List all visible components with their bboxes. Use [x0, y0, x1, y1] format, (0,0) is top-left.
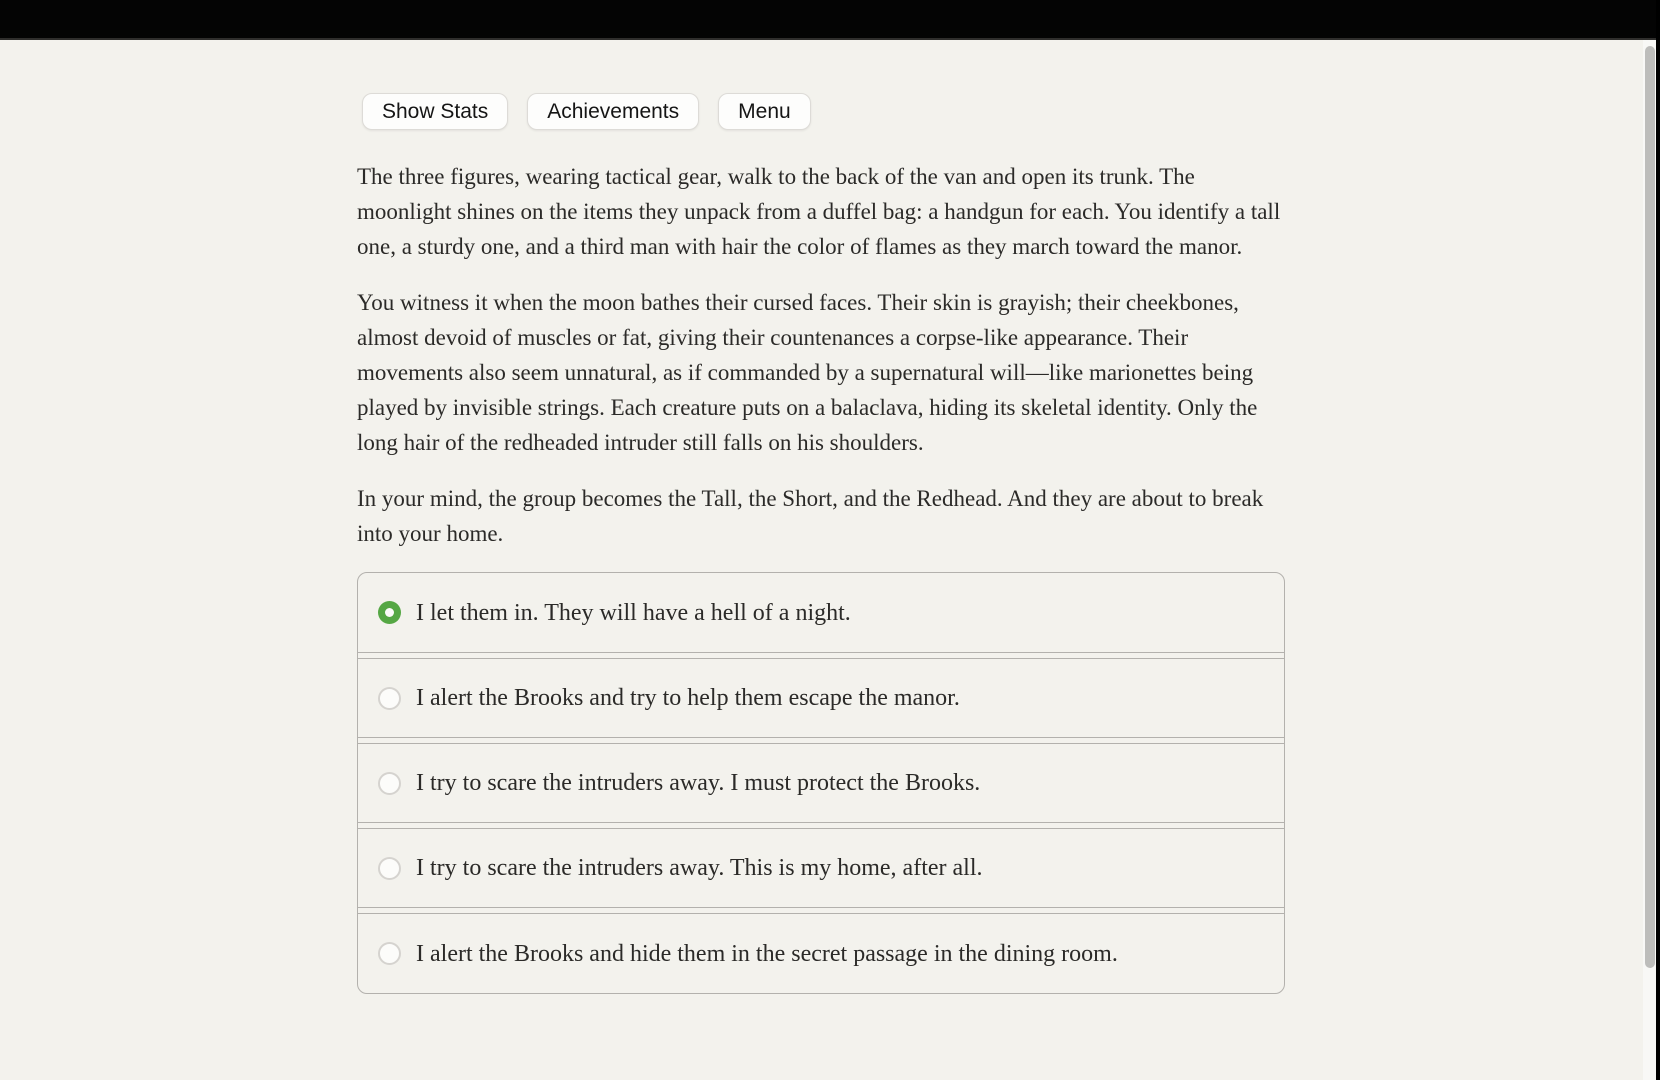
- story-paragraph: You witness it when the moon bathes their cursed faces. Their skin is grayish; their cheekbones, almost devoid of muscles or fat, giving their countenances a corpse-like appearance. Their movements also seem unnatural, as if commanded by a supernatural will—like marionettes being played by invisible strings. Each creature puts on a balaclava, hiding its skeletal identity. Only the long hair of the redheaded intruder still falls on his shoulders.: [357, 290, 1258, 455]
- story-paragraph: In your mind, the group becomes the Tall, the Short, and the Redhead. And they are about to break into your home.: [357, 486, 1264, 546]
- menu-button[interactable]: Menu: [718, 93, 811, 130]
- show-stats-button[interactable]: Show Stats: [362, 93, 508, 130]
- main-column: [357, 40, 1285, 994]
- top-letterbox-bar: [0, 0, 1660, 40]
- story-text: [357, 159, 1285, 551]
- choice-option-label: I alert the Brooks and hide them in the secret passage in the dining room.: [416, 940, 1118, 967]
- choice-option[interactable]: [358, 743, 1284, 823]
- scrollbar-thumb[interactable]: [1645, 46, 1655, 968]
- radio-button-icon[interactable]: [378, 772, 401, 795]
- choice-option-label: I try to scare the intruders away. This is my home, after all.: [416, 855, 983, 881]
- choice-option[interactable]: [358, 658, 1284, 738]
- choice-list: [357, 572, 1285, 994]
- choice-option-label: I let them in. They will have a hell of a night.: [416, 599, 851, 626]
- choice-option[interactable]: [358, 828, 1284, 908]
- game-toolbar: [362, 93, 1285, 130]
- radio-button-icon[interactable]: [378, 857, 401, 880]
- radio-button-icon[interactable]: [378, 601, 401, 624]
- right-letterbox-edge: [1656, 0, 1660, 1080]
- achievements-button[interactable]: Achievements: [527, 93, 699, 130]
- choice-option[interactable]: [358, 913, 1284, 993]
- radio-button-icon[interactable]: [378, 942, 401, 965]
- radio-button-icon[interactable]: [378, 687, 401, 710]
- choice-option-label: I alert the Brooks and try to help them escape the manor.: [416, 685, 960, 711]
- story-paragraph: The three figures, wearing tactical gear, walk to the back of the van and open its trunk. The moonlight shines on the items they unpack from a duffel bag: a handgun for each. You identify a tall one, a sturdy one, and a third man with hair the color of flames as they march toward the manor.: [357, 164, 1281, 259]
- choice-option[interactable]: [358, 573, 1284, 653]
- choice-option-label: I try to scare the intruders away. I must protect the Brooks.: [416, 770, 981, 796]
